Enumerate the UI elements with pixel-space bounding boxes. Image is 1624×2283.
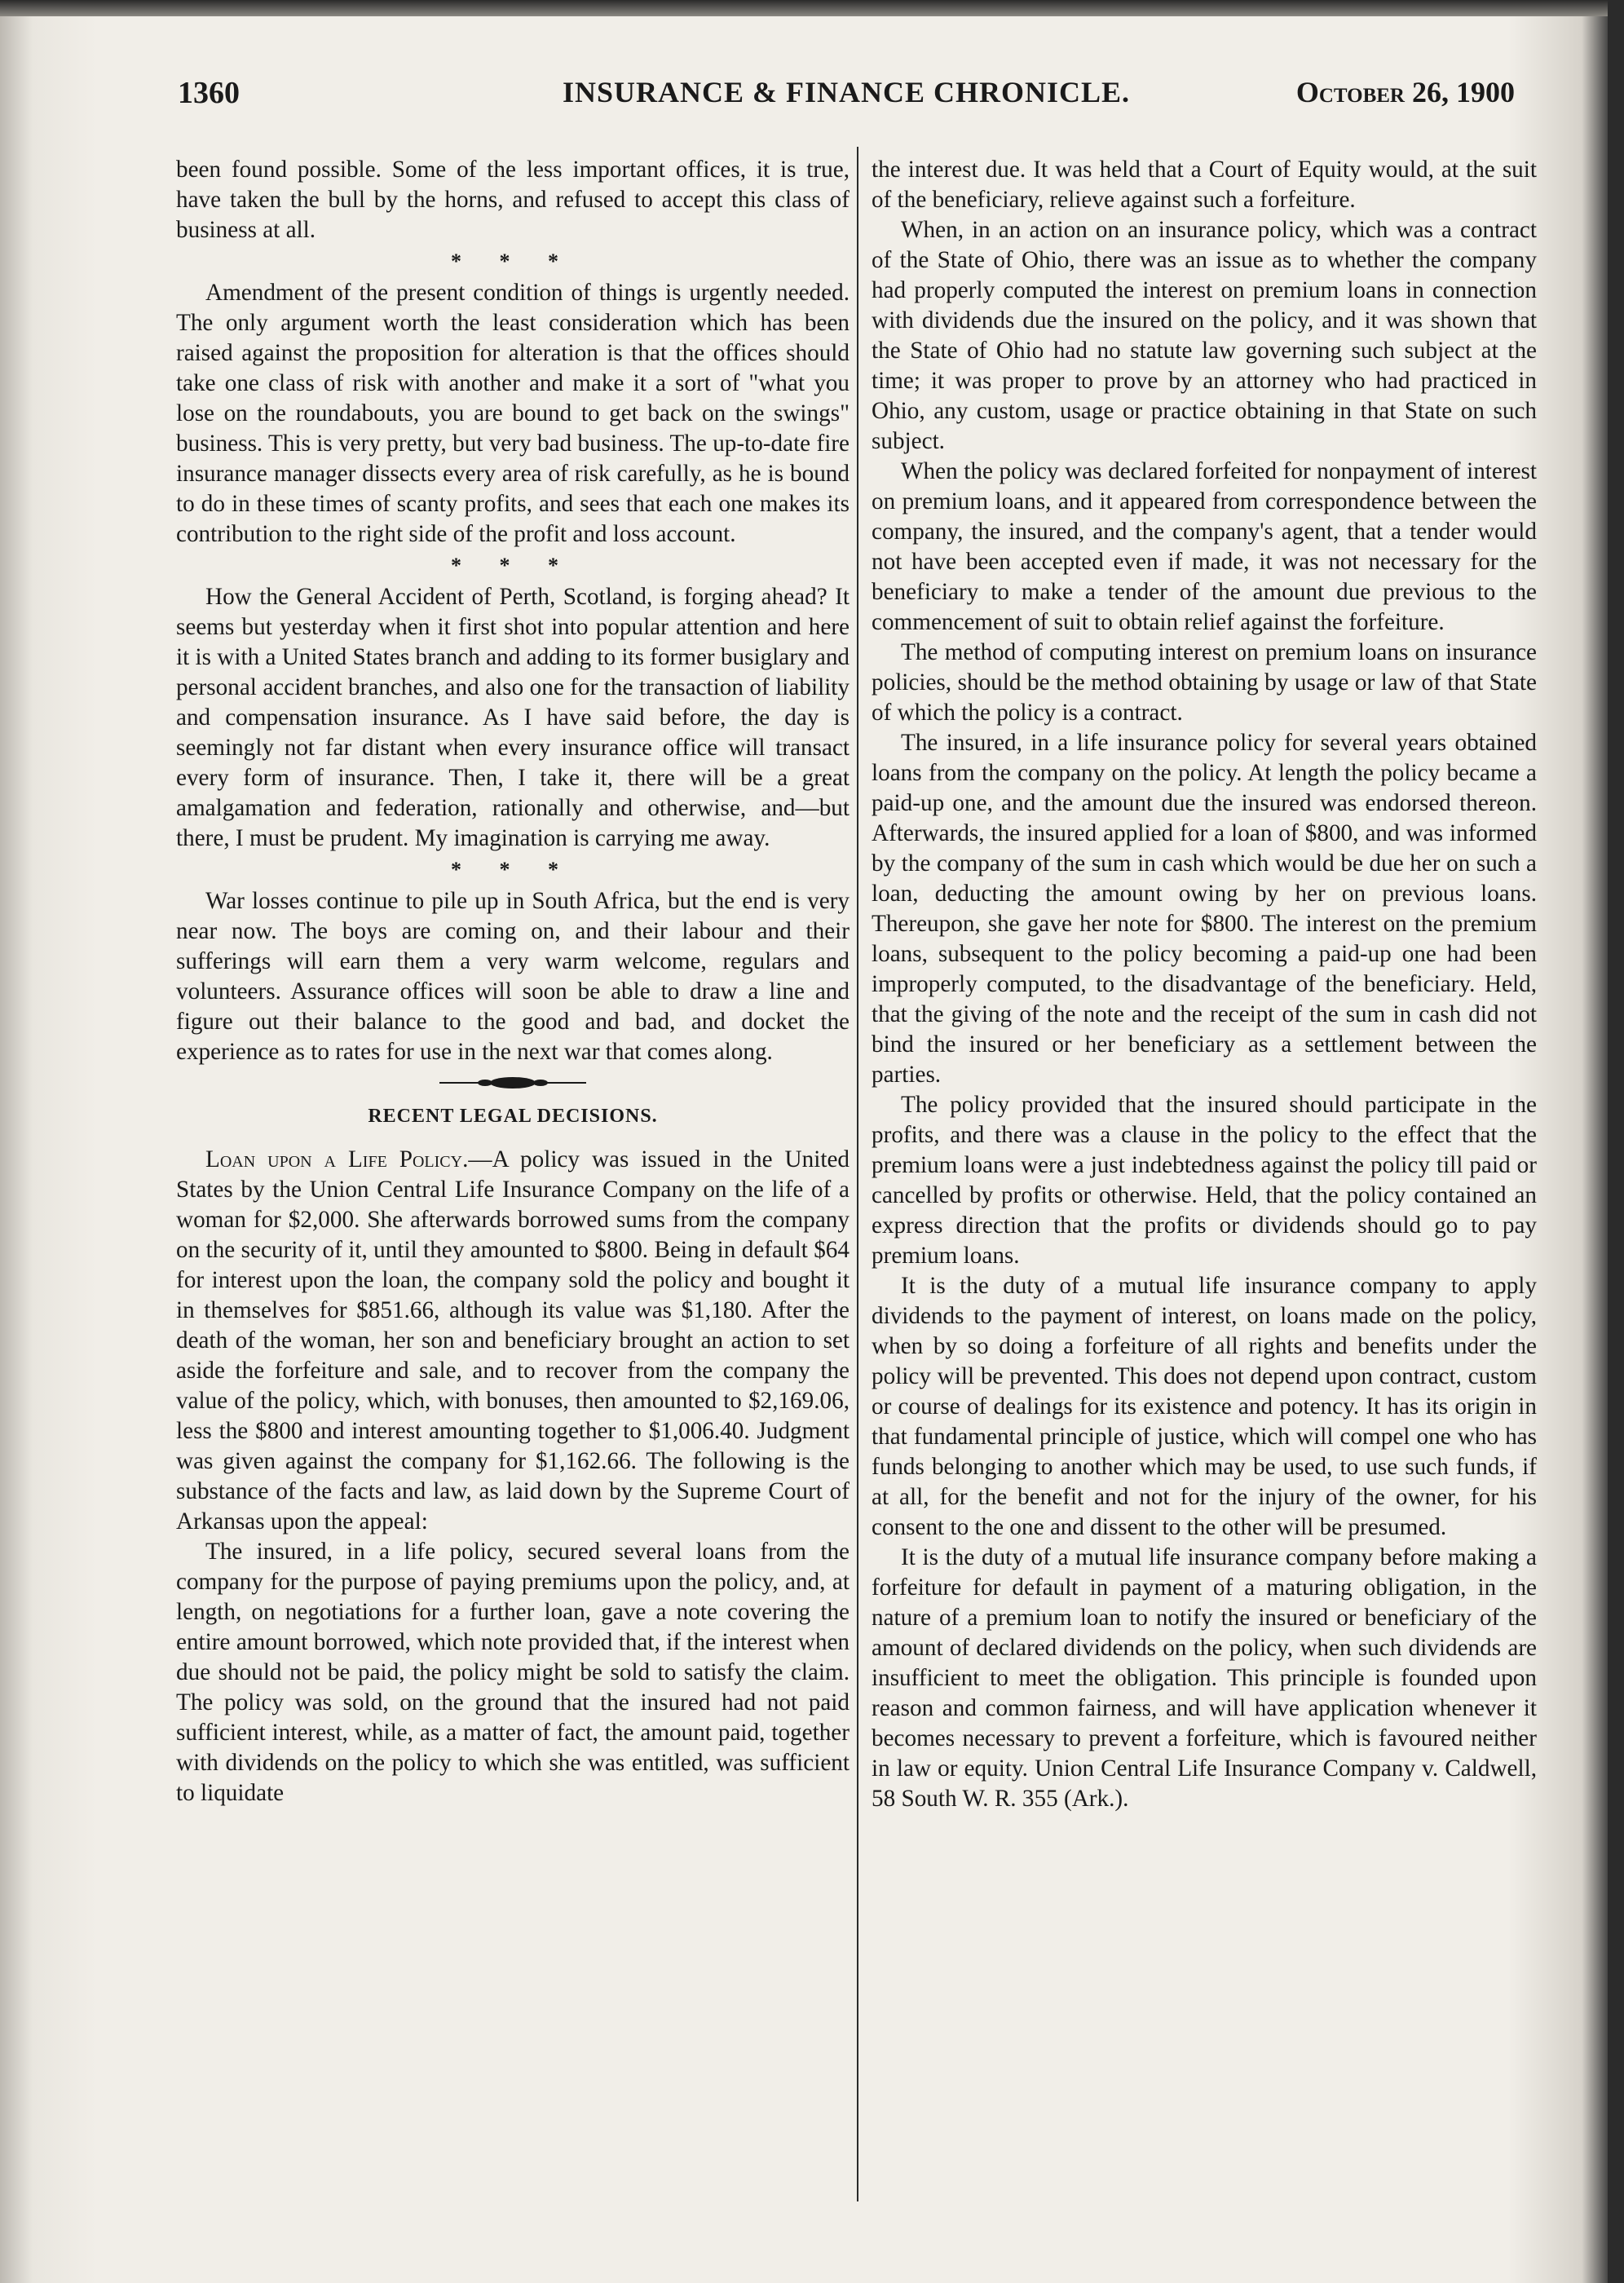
paragraph: It is the duty of a mutual life insurance company to apply dividends to the payment of interest, on loans made on the policy, when by so doing a forfeiture of all rights and benefits under the policy will be prevented. This does not depend upon contract, custom or course of dealings for its existence and potency. It has its origin in that fundamental principle of justice, which will compel one who has funds belonging to another which may be used, to use such funds, if at all, for the benefit and not for the injury of the owner, for his consent to the one and dissent to the other will be presumed.: [872, 1273, 1537, 1540]
scan-right-edge: [1608, 0, 1624, 2283]
running-head: [178, 75, 1515, 124]
left-column: [176, 155, 850, 1808]
section-heading: RECENT LEGAL DECISIONS.: [368, 1106, 658, 1127]
paragraph: The insured, in a life insurance policy for several years obtained loans from the company on the policy. At length the policy became a paid-up one, and the amount due the insured was endorsed thereon. Afterwards, the insured applied for a loan of $800, and was informed by the company of the sum in cash which would be due her on such a loan, deducting the amount owing by her on previous loans. Thereupon, she gave her note for $800. The interest on the premium loans, subsequent to the policy becoming a paid-up one had been improperly computed, to the disadvantage of the beneficiary. Held, that the giving of the note and the receipt of the sum in cash did not bind the insured or her beneficiary as a settlement between the parties.: [872, 730, 1537, 1088]
section-stars: * * *: [451, 249, 575, 273]
issue-date: October 26, 1900: [1295, 76, 1515, 108]
column-rule: [857, 147, 858, 2201]
paragraph: been found possible. Some of the less important offices, it is true, have taken the bull by the horns, and refused to accept this class of business at all.: [176, 157, 850, 243]
paragraph: Amendment of the present condition of things is urgently needed. The only argument worth the least consideration which has been raised against the proposition for alteration is that the offices should take one class of risk with another and make it a sort of "what you lose on the roundabouts, you are bound to get back on the swings" business. This is very pretty, but very bad business. The up-to-date fire insurance manager dissects every area of risk carefully, as he is bound to do in these times of scanty profits, and sees that each one makes its contribution to the right side of the profit and loss account.: [176, 280, 850, 547]
section-stars: * * *: [451, 554, 575, 577]
right-column: [872, 155, 1537, 1814]
paragraph: The policy provided that the insured should participate in the profits, and there was a clause in the policy to the effect that the premium loans were a just indebtedness against the policy till paid or cancelled by profits or otherwise. Held, that the policy contained an express direction that the profits or dividends should go to pay premium loans.: [872, 1092, 1537, 1269]
case-title: Loan upon a Life Policy.: [205, 1146, 469, 1172]
paragraph: When the policy was declared forfeited for nonpayment of interest on premium loans, and it appeared from correspondence between the company, the insured, and the company's agent, that a tender would not have been accepted even if made, it was not necessary for the beneficiary to make a tender of the amount due previous to the commencement of suit to obtain relief against the forfeiture.: [872, 458, 1537, 635]
paragraph: It is the duty of a mutual life insurance company before making a forfeiture for default in payment of a maturing obligation, in the nature of a premium loan to notify the insured or beneficiary of the amount of declared dividends on the policy, when such dividends are insufficient to meet the obligation. This principle is founded upon reason and common fairness, and will have application whenever it becomes necessary to prevent a forfeiture, which is favoured neither in law or equity. Union Central Life Insurance Company v. Caldwell, 58 South W. R. 355 (Ark.).: [872, 1544, 1537, 1812]
paragraph: the interest due. It was held that a Court of Equity would, at the suit of the beneficiary, relieve against such a forfeiture.: [872, 157, 1537, 213]
paragraph: The insured, in a life policy, secured several loans from the company for the purpose of paying premiums upon the policy, and, at length, on negotiations for a further loan, gave a note covering the entire amount borrowed, which note provided that, if the interest when due should not be paid, the policy might be sold to satisfy the claim. The policy was sold, on the ground that the insured had not paid sufficient interest, while, as a matter of fact, the amount paid, together with dividends on the policy to which she was entitled, was sufficient to liquidate: [176, 1539, 850, 1806]
paragraph: War losses continue to pile up in South Africa, but the end is very near now. The boys are coming on, and their labour and their sufferings will earn them a very warm welcome, regulars and volunteers. Assurance offices will soon be able to draw a line and figure out their balance to the good and bad, and docket the experience as to rates for use in the next war that comes along.: [176, 888, 850, 1065]
case-text: —A policy was issued in the United States by the Union Central Life Insurance Company on the life of a woman for $2,000. She afterwards borrowed sums from the company on the security of it, until they amounted to $800. Being in default $64 for interest upon the loan, the company sold the policy and bought it in themselves for $851.66, although its value was $1,180. After the death of the woman, her son and beneficiary brought an action to set aside the forfeiture and sale, and to recover from the company the value of the policy, which, with bonuses, then amounted to $2,169.06, less the $800 and interest amounting together to $1,006.40. Judgment was given against the company for $1,162.66. The following is the substance of the facts and law, as laid down by the Supreme Court of Arkansas upon the appeal:: [176, 1146, 850, 1535]
paragraph: When, in an action on an insurance policy, which was a contract of the State of Ohio, there was an issue as to whether the company had properly computed the interest on premium loans in connection with dividends due the insured on the policy, and it was shown that the State of Ohio had no statute law governing such subject at the time; it was proper to prove by an attorney who had practiced in Ohio, any custom, usage or practice obtaining in that State on such subject.: [872, 217, 1537, 454]
paragraph: How the General Accident of Perth, Scotland, is forging ahead? It seems but yesterday when it first shot into popular attention and here it is with a United States branch and adding to its former busiglary and personal accident branches, and also one for the transaction of liability and compensation insurance. As I have said before, the day is seemingly not far distant when every insurance office will transact every form of insurance. Then, I take it, there will be a great amalgamation and federation, rationally and otherwise, and—but there, I must be prudent. My imagination is carrying me away.: [176, 584, 850, 851]
scan-top-edge: [0, 0, 1624, 16]
case-paragraph: [176, 1145, 850, 1537]
journal-title: INSURANCE & FINANCE CHRONICLE.: [562, 76, 1131, 108]
paragraph: The method of computing interest on premium loans on insurance policies, should be the method obtaining by usage or law of that State of which the policy is a contract.: [872, 639, 1537, 726]
divider-ornament: [176, 1075, 850, 1090]
section-stars: * * *: [451, 858, 575, 881]
page-number: 1360: [178, 76, 240, 110]
